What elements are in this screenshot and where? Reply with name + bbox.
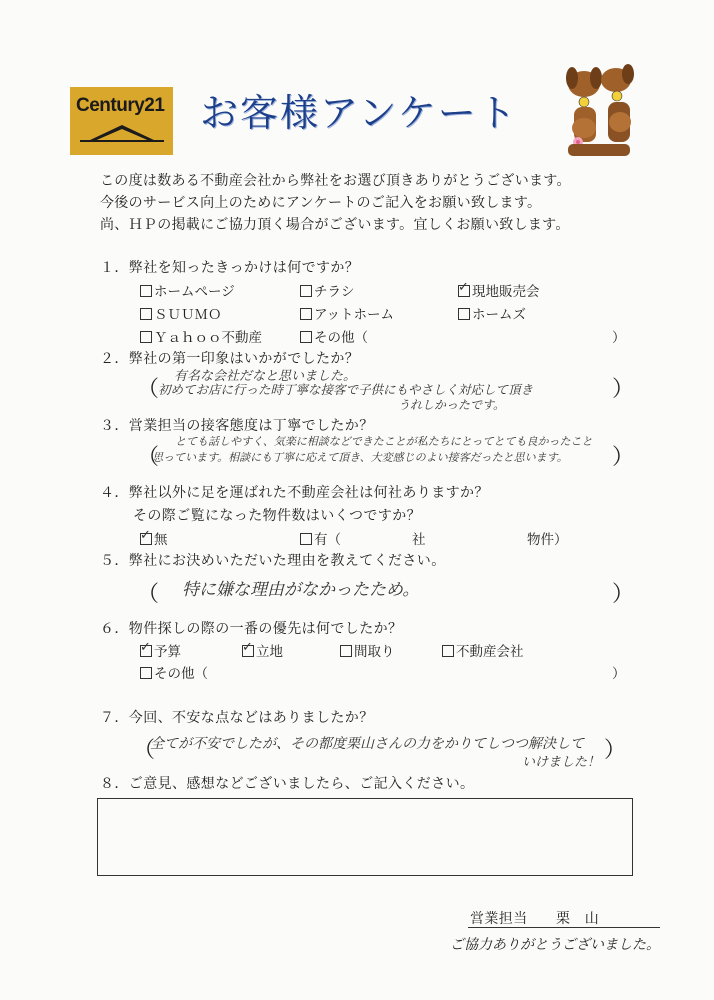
- q4-option-yes[interactable]: 有（: [300, 528, 341, 548]
- q4-option-none[interactable]: ✓ 無: [140, 528, 168, 548]
- q6-option-location[interactable]: ✓ 立地: [242, 640, 283, 660]
- checkbox-checked[interactable]: [458, 280, 470, 297]
- q1-option-athome[interactable]: アットホーム: [300, 303, 394, 323]
- checkbox[interactable]: [442, 645, 454, 657]
- signature-line: [468, 927, 660, 928]
- intro-line-1: この度は数ある不動産会社から弊社をお選び頂きありがとうございます。: [100, 173, 571, 189]
- q4-unit-property: 物件）: [527, 532, 568, 548]
- q1-option-flyer[interactable]: チラシ: [300, 280, 355, 300]
- checkbox-checked[interactable]: [140, 528, 152, 545]
- q3-answer-line-2: 思っています。相談にも丁寧に応えて頂き、大変感じのよい接客だったと思います。: [152, 451, 568, 464]
- checkbox[interactable]: [300, 308, 312, 320]
- checkbox[interactable]: [340, 645, 352, 657]
- q1-option-suumo[interactable]: ＳＵＵＭＯ: [140, 303, 222, 323]
- checkbox[interactable]: [458, 308, 470, 320]
- q7-question: ７．今回、不安な点などはありましたか？: [100, 710, 374, 726]
- q3-question: ３．営業担当の接客態度は丁寧でしたか？: [100, 418, 374, 434]
- q8-comment-box[interactable]: [97, 798, 633, 876]
- checkbox[interactable]: [140, 331, 152, 343]
- intro-line-2: 今後のサービス向上のためにアンケートのご記入をお願い致します。: [100, 195, 542, 211]
- checkmark-icon: ✓: [242, 640, 253, 655]
- intro-line-3: 尚、ＨＰの掲載にご協力頂く場合がございます。宜しくお願い致します。: [100, 217, 570, 233]
- checkbox[interactable]: [300, 285, 312, 297]
- q5-question: ５．弊社にお決めいただいた理由を教えてください。: [100, 553, 446, 569]
- checkbox-checked[interactable]: [242, 640, 254, 657]
- q2-answer-line-3: うれしかったです。: [398, 398, 506, 412]
- q3-answer-line-1: とても話しやすく、気楽に相談などできたことが私たちにとってとても良かったこと: [175, 435, 593, 448]
- q1-close-paren: ）: [612, 330, 626, 346]
- q4-question-2: その際ご覧になった物件数はいくつですか？: [133, 508, 421, 524]
- q7-answer-line-1: 全てが不安でしたが、その都度栗山さんの力をかりてしつつ解決して: [150, 736, 584, 752]
- q1-option-homepage[interactable]: ホームページ: [140, 280, 235, 300]
- q2-question: ２．弊社の第一印象はいかがでしたか？: [100, 351, 360, 367]
- q2-answer-line-2: 初めてお店に行った時丁寧な接客で子供にもやさしく対応して頂き: [158, 382, 534, 397]
- q5-answer: 特に嫌な理由がなかったため。: [182, 580, 420, 600]
- q8-question: ８．ご意見、感想などございましたら、ご記入ください。: [100, 776, 475, 792]
- q7-answer-line-2: いけました！: [522, 755, 601, 770]
- checkbox[interactable]: [300, 331, 312, 343]
- q6-option-layout[interactable]: 間取り: [340, 640, 395, 660]
- staff-label: 営業担当: [470, 911, 528, 927]
- checkmark-icon: ✓: [458, 280, 469, 295]
- q1-option-other[interactable]: その他（: [300, 326, 368, 346]
- mascot-dogs-icon: [550, 62, 642, 160]
- checkbox[interactable]: [140, 667, 152, 679]
- checkbox-checked[interactable]: [140, 640, 152, 657]
- q1-option-yahoo[interactable]: Ｙａｈｏｏ不動産: [140, 326, 262, 346]
- q6-question: ６．物件探しの際の一番の優先は何でしたか？: [100, 621, 403, 637]
- q1-option-homes[interactable]: ホームズ: [458, 303, 526, 323]
- thanks-message: ご協力ありがとうございました。: [450, 937, 660, 953]
- checkmark-icon: ✓: [140, 640, 151, 655]
- q6-option-budget[interactable]: ✓ 予算: [140, 640, 181, 660]
- page-title: お客様アンケート: [200, 91, 518, 135]
- q1-option-open-house[interactable]: ✓ 現地販売会: [458, 280, 540, 300]
- checkmark-icon: ✓: [140, 528, 151, 543]
- q6-option-other[interactable]: その他（: [140, 662, 208, 682]
- century21-logo: [70, 87, 173, 155]
- q6-close-paren: ）: [612, 666, 626, 682]
- checkbox[interactable]: [140, 308, 152, 320]
- staff-name: 栗 山: [556, 911, 600, 927]
- q4-unit-company: 社: [412, 532, 426, 548]
- q4-question: ４．弊社以外に足を運ばれた不動産会社は何社ありますか？: [100, 485, 489, 501]
- checkbox[interactable]: [300, 533, 312, 545]
- logo-text: Century21: [76, 95, 165, 116]
- q6-option-agency[interactable]: 不動産会社: [442, 640, 524, 660]
- checkbox[interactable]: [140, 285, 152, 297]
- q1-question: １．弊社を知ったきっかけは何ですか？: [100, 260, 360, 276]
- q2-answer-line-1: 有名な会社だなと思いました。: [174, 369, 357, 384]
